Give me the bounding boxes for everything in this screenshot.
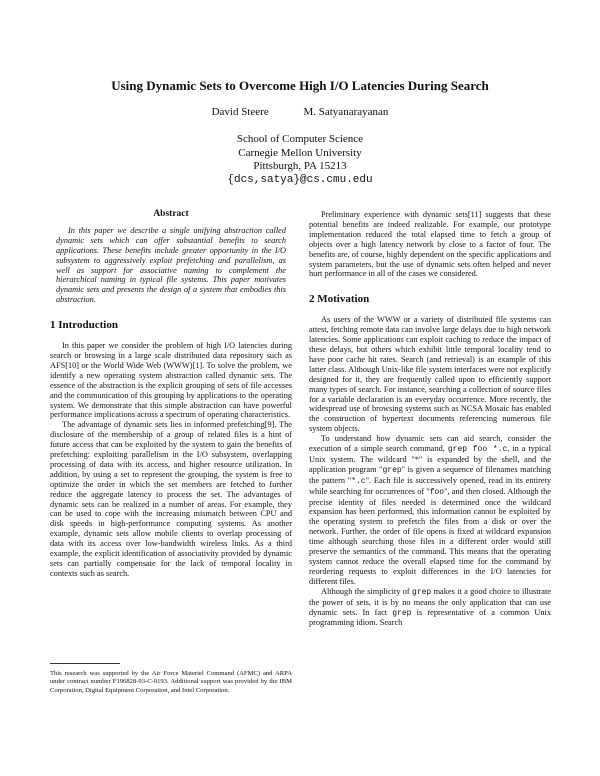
- code-grep-command: grep foo *.c: [447, 445, 508, 455]
- prelim-paragraph: Preliminary experience with dynamic sets[11] suggests that these potential benefits are indeed realizable. For example, our prototype implementation reduced the total elapsed time to fetch a group of objects over a high latency network by close to a factor of four. The benefits are, of course, highly dependent on the specific applications and system parameters, but the use of dynamic sets often helped and never hurt performance in all of the cases we considered.: [309, 210, 551, 279]
- author-email: {dcs,satya}@cs.cmu.edu: [227, 173, 373, 186]
- code-foo: foo: [429, 487, 445, 497]
- intro-heading: 1 Introduction: [50, 319, 118, 332]
- motivation-paragraph-3: Although the simplicity of grep makes it a good choice to illustrate the power of sets, it is by no means the only application that can use dynamic sets. In fact grep is representative of a common Unix programming idiom. Search: [309, 586, 551, 628]
- intro-paragraph-1: In this paper we consider the problem of high I/O latencies during search or browsing in a large scale distributed data repository such as AFS[10] or the World Wide Web (WWW)[1]. To solve the problem, we identify a new operating system abstraction called dynamic sets. The essence of the abstraction is the explicit grouping of sets of file accesses and the communication of this grouping by applications to the operating system. We demonstrate that this simple abstraction can have powerful performance implications across a spectrum of operating characteristics.: [50, 341, 292, 420]
- author-1: David Steere: [211, 106, 269, 118]
- abstract-heading: Abstract: [153, 209, 189, 219]
- affiliation-line-1: School of Computer Science: [236, 133, 364, 145]
- author-2: M. Satyanarayanan: [303, 106, 389, 118]
- code-grep-2: grep: [412, 587, 432, 597]
- code-grep: grep: [382, 465, 402, 475]
- code-pattern: *.c: [351, 476, 366, 486]
- intro-paragraph-2: The advantage of dynamic sets lies in informed prefetching[9]. The disclosure of the membership of a group of related files is a hint of future access that can be exploited by the system to gain the benefits of prefetching: exploiting parallelism in the I/O subsystem, overlapping processing of data with its access, and higher resource utilization. In addition, by using a set to represent the grouping, the system is free to optimize the order in which the set members are fetched to further reduce the aggregate latency to process the set. The advantages of dynamic sets can be realized in a number of areas. For example, they can be used to cope with the increasing mismatch between CPU and disk speeds in high-performance computing systems. As another example, dynamic sets allow mobile clients to overlap processing of data with its access over low-bandwidth wireless links. As a third example, the explicit identification of associativity provided by dynamic sets can partially compensate for the lack of temporal locality in contexts such as search.: [50, 420, 292, 578]
- right-column: [309, 210, 551, 628]
- author-list: [0, 106, 600, 118]
- motivation-paragraph-2: To understand how dynamic sets can aid search, consider the execution of a simple search command, grep foo *.c, in a typical Unix system. The wildcard "*" is expanded by the shell, and the application program "grep" is given a sequence of filenames matching the pattern "*.c". Each file is successively opened, read in its entirety while searching for occurrences of "foo", and then closed. Although the precise identity of files needed is determined once the wildcard expansion has been performed, this information cannot be exploited by the operating system to prefetch the files from a disk or over the network. Further, the order of file opens is fixed at wildcard expansion time although searching those files in a different order would still preserve the semantics of the command. This means that the operating system cannot reduce the overall elapsed time for the command by reordering requests to exploit differences in the I/O latencies for different files.: [309, 434, 551, 586]
- footnote-rule: [50, 663, 120, 664]
- motivation-heading: 2 Motivation: [309, 293, 370, 306]
- abstract-text: In this paper we describe a single unifying abstraction called dynamic sets which can offer substantial benefits to search applications. These benefits include greater opportunity in the I/O subsystem to aggressively exploit prefetching and parallelism, as well as support for associative naming to complement the hierarchical naming in typical file systems. This paper motivates dynamic sets and presents the design of a system that embodies this abstraction.: [56, 225, 286, 305]
- paper-title: Using Dynamic Sets to Overcome High I/O Latencies During Search: [111, 78, 489, 93]
- affiliation-line-2: Carnegie Mellon University: [238, 146, 362, 159]
- affiliation-line-3: Pittsburgh, PA 15213: [253, 160, 347, 172]
- code-grep-3: grep: [392, 608, 412, 618]
- left-column: [50, 210, 292, 579]
- footnote: This research was supported by the Air Force Materiel Command (AFMC) and ARPA under contract number F196828-93-C-0193. Additional support was provided by the IBM Corporation, Digital Equipment Corporation, and Intel Corporation.: [50, 670, 292, 694]
- motivation-paragraph-1: As users of the WWW or a variety of distributed file systems can attest, fetching remote data can involve large delays due to high network latencies. Some applications can exploit caching to reduce the impact of these delays, but others which exhibit little temporal locality tend to have poor cache hit rates. Search (and retrieval) is an example of this latter class. Although Unix-like file system interfaces were not explicitly designed for it, they are frequently called upon to efficiently support many types of search. For instance, searching a collection of source files for a variable declaration is an everyday occurrence. More recently, the widespread use of browsing systems such as NCSA Mosaic has enabled the construction of hypertext documents referencing numerous file system objects.: [309, 315, 551, 434]
- affiliation-block: [0, 133, 600, 187]
